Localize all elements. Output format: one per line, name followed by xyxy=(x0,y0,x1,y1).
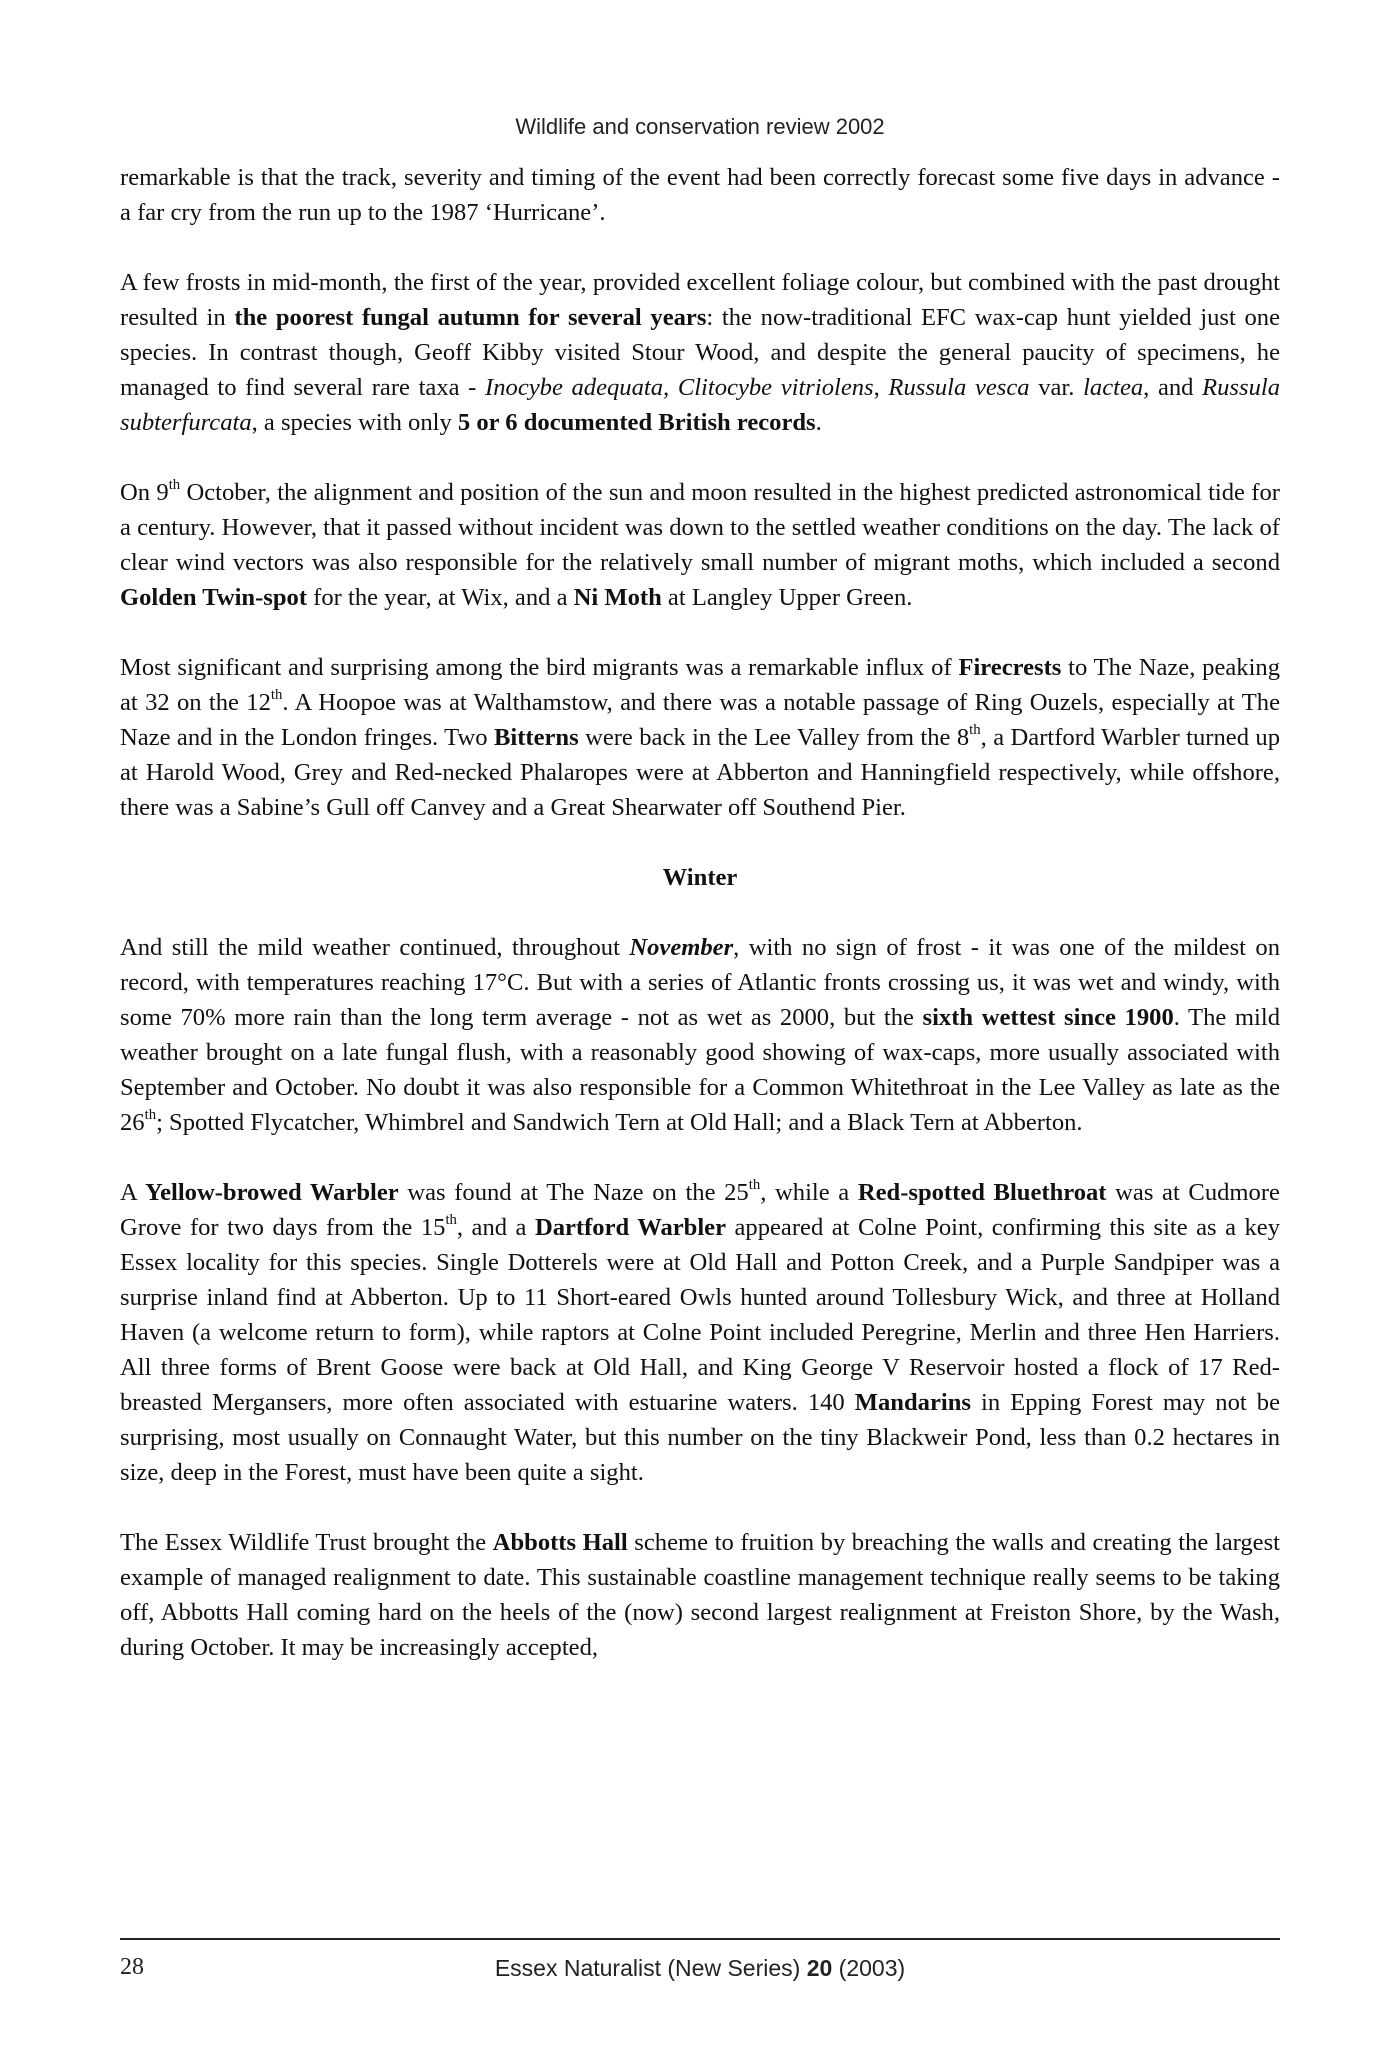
emphasis-abbotts-hall: Abbotts Hall xyxy=(492,1529,628,1556)
body-text xyxy=(120,160,1280,1665)
emphasis-yellow-browed-warbler: Yellow-browed Warbler xyxy=(145,1179,399,1206)
emphasis-british-records: 5 or 6 documented British records xyxy=(457,409,816,436)
emphasis-poorest-fungal-autumn: the poorest fungal autumn for several years xyxy=(234,304,707,331)
emphasis-firecrests: Firecrests xyxy=(958,654,1062,681)
species-name: lactea xyxy=(1083,374,1144,401)
paragraph-abbotts-hall: The Essex Wildlife Trust brought the Abbotts Hall scheme to fruition by breaching the walls and creating the largest example of managed realignment to date. This sustainable coastline management technique really seems to be taking off, Abbotts Hall coming hard on the heels of the (now) second largest realignment at Freiston Shore, by the Wash, during October. It may be increasingly accepted, xyxy=(120,1529,1280,1661)
emphasis-sixth-wettest: sixth wettest since 1900 xyxy=(922,1004,1174,1031)
paragraph-november-weather: And still the mild weather continued, throughout November, with no sign of frost - it was one of the mildest on record, with temperatures reaching 17°C. But with a series of Atlantic fronts crossing us, it was wet and windy, with some 70% more rain than the long term average - not as wet as 2000, but the sixth wettest since 1900. The mild weather brought on a late fungal flush, with a reasonably good showing of wax-caps, more usually associated with September and October. No doubt it was also responsible for a Common Whitethroat in the Lee Valley as late as the 26th; Spotted Flycatcher, Whimbrel and Sandwich Tern at Old Hall; and a Black Tern at Abberton. xyxy=(120,934,1280,1136)
paragraph-october-tide: On 9th October, the alignment and position of the sun and moon resulted in the highest predicted astronomical tide for a century. However, that it passed without incident was down to the settled weather conditions on the day. The lack of clear wind vectors was also responsible for the relatively small number of migrant moths, which included a second Golden Twin-spot for the year, at Wix, and a Ni Moth at Langley Upper Green. xyxy=(120,476,1280,611)
section-heading-winter: Winter xyxy=(662,864,738,891)
emphasis-golden-twin-spot: Golden Twin-spot xyxy=(120,584,308,611)
running-header: Wildlife and conservation review 2002 xyxy=(515,114,885,139)
journal-citation: Essex Naturalist (New Series) 20 (2003) xyxy=(494,1955,906,1981)
footer-rule xyxy=(120,1938,1280,1940)
species-name: Inocybe adequata, Clitocybe vitriolens xyxy=(485,374,874,401)
paragraph-storm-forecast: remarkable is that the track, severity and timing of the event had been correctly forecast some five days in advance - a far cry from the run up to the 1987 ‘Hurricane’. xyxy=(120,164,1280,226)
species-name: Russula vesca xyxy=(888,374,1030,401)
emphasis-mandarins: Mandarins xyxy=(854,1389,971,1416)
paragraph-bird-migrants: Most significant and surprising among the bird migrants was a remarkable influx of Firecrests to The Naze, peaking at 32 on the 12th. A Hoopoe was at Walthamstow, and there was a notable passage of Ring Ouzels, especially at The Naze and in the London fringes. Two Bitterns were back in the Lee Valley from the 8th, a Dartford Warbler turned up at Harold Wood, Grey and Red-necked Phalaropes were at Abberton and Hanningfield respectively, while offshore, there was a Sabine’s Gull off Canvey and a Great Shearwater off Southend Pier. xyxy=(120,654,1281,821)
emphasis-red-spotted-bluethroat: Red-spotted Bluethroat xyxy=(857,1179,1107,1206)
paragraph-winter-birds: A Yellow-browed Warbler was found at The Naze on the 25th, while a Red-spotted Bluethroat was at Cudmore Grove for two days from the 15th, and a Dartford Warbler appeared at Colne Point, confirming this site as a key Essex locality for this species. Single Dotterels were at Old Hall and Potton Creek, and a Purple Sandpiper was a surprise inland find at Abberton. Up to 11 Short-eared Owls hunted around Tollesbury Wick, and three at Holland Haven (a welcome return to form), while raptors at Colne Point included Peregrine, Merlin and three Hen Harriers. All three forms of Brent Goose were back at Old Hall, and King George V Reservoir hosted a flock of 17 Red-breasted Mergansers, more often associated with estuarine waters. 140 Mandarins in Epping Forest may not be surprising, most usually on Connaught Water, but this number on the tiny Blackweir Pond, less than 0.2 hectares in size, deep in the Forest, must have been quite a sight. xyxy=(120,1176,1280,1486)
page-number: 28 xyxy=(120,1954,144,1980)
emphasis-november: November xyxy=(629,934,734,961)
emphasis-dartford-warbler: Dartford Warbler xyxy=(534,1214,727,1241)
emphasis-bitterns: Bitterns xyxy=(493,724,579,751)
paragraph-fungal-autumn: A few frosts in mid-month, the first of the year, provided excellent foliage colour, but combined with the past drought resulted in the poorest fungal autumn for several years: the now-traditional EFC wax-cap hunt yielded just one species. In contrast though, Geoff Kibby visited Stour Wood, and despite the general paucity of specimens, he managed to find several rare taxa - Inocybe adequata, Clitocybe vitriolens, Russula vesca var. lactea, and Russula subterfurcata, a species with only 5 or 6 documented British records. xyxy=(120,269,1280,436)
volume-number: 20 xyxy=(806,1955,833,1981)
emphasis-ni-moth: Ni Moth xyxy=(573,584,662,611)
species-name: Russula subterfurcata xyxy=(120,374,1280,436)
